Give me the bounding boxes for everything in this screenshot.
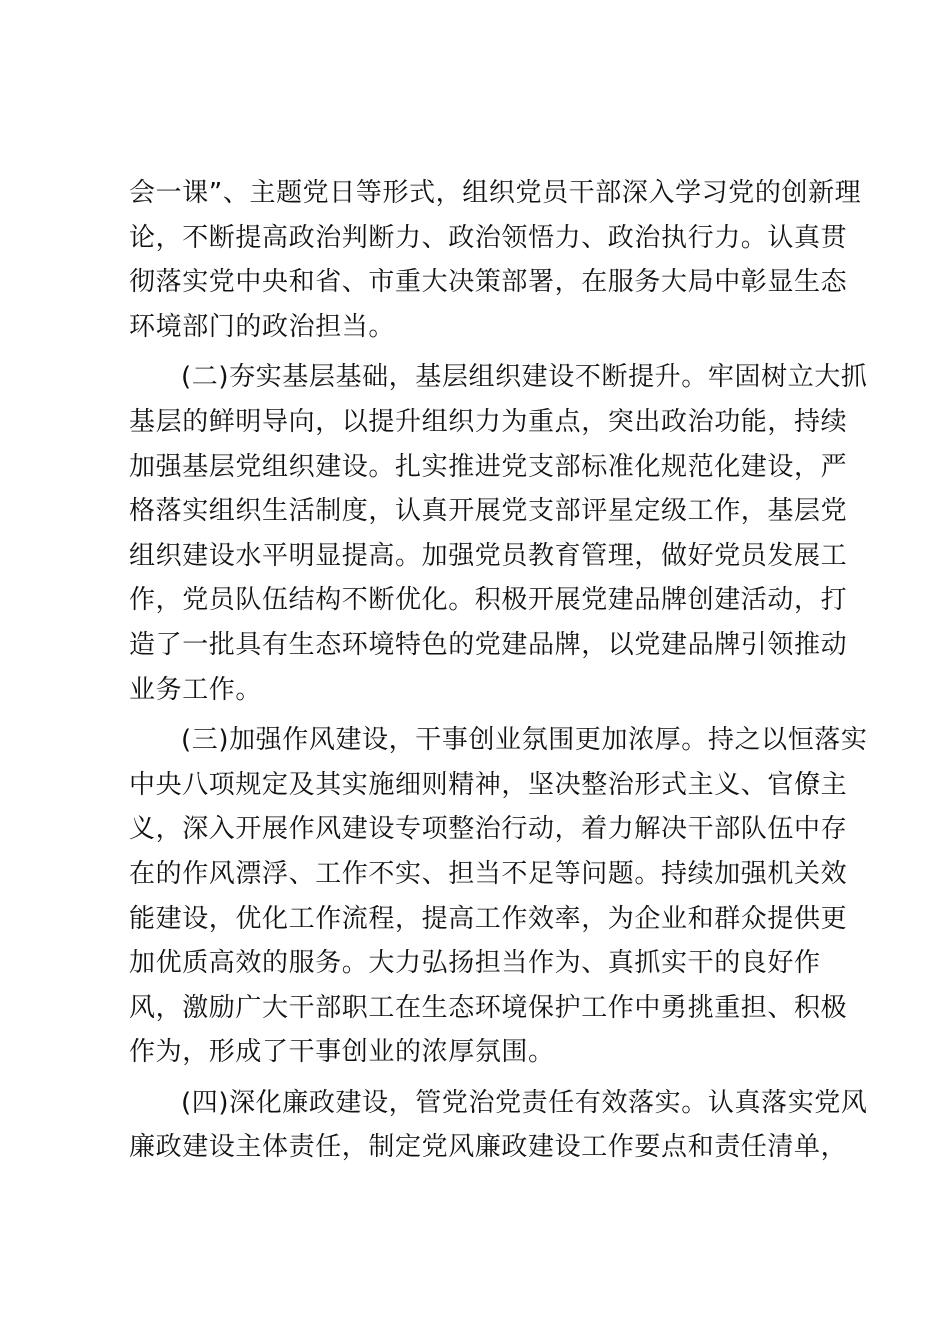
text-line: 格落实组织生活制度，认真开展党支部评星定级工作，基层党 (129, 496, 848, 527)
text-line: (四)深化廉政建设，管党治党责任有效落实。认真落实党风 (181, 1087, 868, 1118)
paragraph-section-3 (129, 718, 868, 1075)
text-line: 会一课”、主题党日等形式，组织党员干部深入学习党的创新理 (129, 178, 862, 208)
text-line: 加优质高效的服务。大力弘扬担当作为、真抓实干的良好作 (129, 948, 821, 979)
text-line: 造了一批具有生态环境特色的党建品牌，以党建品牌引领推动 (129, 629, 848, 660)
paragraph-continuation (129, 171, 862, 349)
text-line: (二)夯实基层基础，基层组织建设不断提升。牢固树立大抓 (181, 362, 868, 393)
text-line: 义，深入开展作风建设专项整治行动，着力解决干部队伍中存 (129, 814, 848, 845)
text-line: 基层的鲜明导向，以提升组织力为重点，突出政治功能，持续 (129, 406, 848, 437)
document-page (129, 171, 868, 1170)
paragraph-section-2 (129, 355, 868, 712)
text-line: 能建设，优化工作流程，提高工作效率，为企业和群众提供更 (129, 903, 848, 934)
text-line: 组织建设水平明显提高。加强党员教育管理，做好党员发展工 (129, 540, 848, 571)
text-line: 作，党员队伍结构不断优化。积极开展党建品牌创建活动，打 (129, 585, 848, 616)
text-line: 中央八项规定及其实施细则精神，坚决整治形式主义、官僚主 (129, 769, 848, 800)
text-line: (三)加强作风建设，干事创业氛围更加浓厚。持之以恒落实 (181, 725, 868, 756)
paragraph-section-4 (129, 1081, 868, 1170)
text-line: 加强基层党组织建设。扎实推进党支部标准化规范化建设，严 (129, 451, 848, 482)
text-line: 在的作风漂浮、工作不实、担当不足等问题。持续加强机关效 (129, 858, 848, 889)
text-line: 环境部门的政治担当。 (129, 311, 396, 342)
text-line: 彻落实党中央和省、市重大决策部署，在服务大局中彰显生态 (129, 267, 848, 298)
text-line: 作为，形成了干事创业的浓厚氛围。 (129, 1037, 555, 1068)
text-line: 风，激励广大干部职工在生态环境保护工作中勇挑重担、积极 (129, 992, 848, 1023)
text-line: 廉政建设主体责任，制定党风廉政建设工作要点和责任清单， (129, 1132, 848, 1163)
text-line: 论，不断提高政治判断力、政治领悟力、政治执行力。认真贯 (129, 222, 848, 253)
text-line: 业务工作。 (129, 674, 263, 705)
